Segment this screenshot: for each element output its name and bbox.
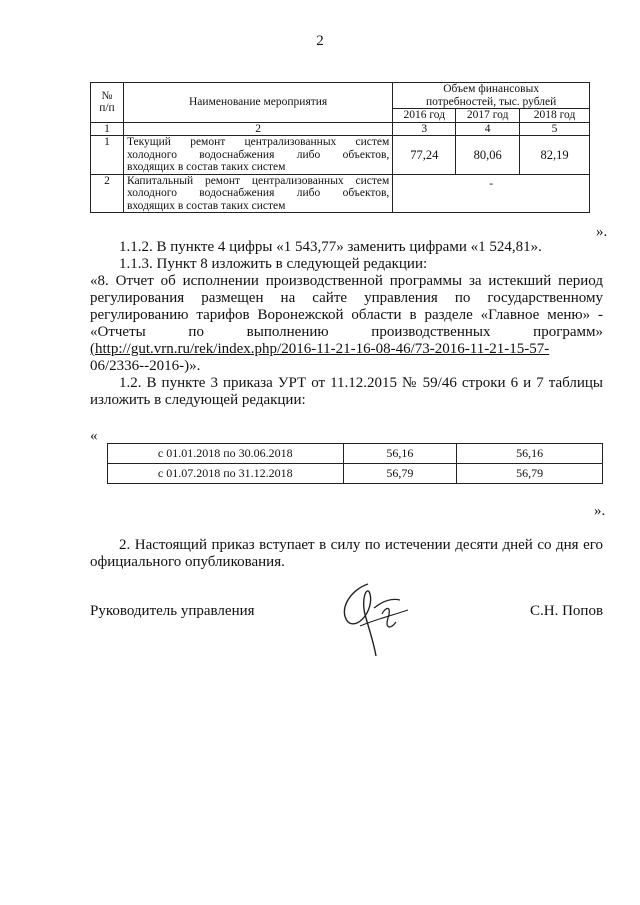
table-index-row [91,122,590,136]
financing-table [90,82,590,213]
paragraph-line: изложить в следующей редакции: [90,392,306,408]
value-cell: 56,79 [343,464,457,484]
paragraph-line: 1.2. В пункте 3 приказа УРТ от 11.12.2015 № 59/46 строки 6 и 7 таблицы [119,375,603,391]
header-year-2016: 2016 год [393,109,456,123]
row-name-line: входящих в состав таких систем [126,161,286,173]
closing-quote: ». [594,503,606,519]
quote-line: регулированию тарифов Воронежской области в разделе «Главное меню» - [90,307,603,323]
table-row [108,464,603,484]
row-name [123,136,392,175]
table-row [91,174,590,213]
paragraph-line: официального опубликования. [90,554,285,570]
paragraph-line: 2. Настоящий приказ вступает в силу по истечении десяти дней со дня его [119,537,603,553]
row-num: 1 [91,136,124,175]
paragraph-text: 1.1.3. Пункт 8 изложить в следующей редакции: [119,256,428,272]
table-row [108,444,603,464]
paragraph-2 [90,537,603,571]
value-cell: 56,79 [457,464,603,484]
quote-line: регулирования размещен на сайте управления по государственному [90,290,603,306]
url-link[interactable]: (http://gut.vrn.ru/rek/index.php/2016-11-21-16-08-46/73-2016-11-21-15-57- [90,341,550,357]
header-year-2017: 2017 год [456,109,520,123]
period-cell: с 01.07.2018 по 31.12.2018 [108,464,344,484]
row-name-line: холодного водоснабжения либо объектов, [126,148,390,161]
quote-line: 06/2336--2016-)». [90,358,201,374]
header-name: Наименование мероприятия [123,83,392,123]
period-cell: с 01.01.2018 по 30.06.2018 [108,444,344,464]
row-value-2017: 80,06 [456,136,520,175]
index-cell: 1 [91,122,124,136]
row-merged-value: - [393,174,590,213]
row-value-2016: 77,24 [393,136,456,175]
signer-name: С.Н. Попов [530,603,604,619]
row-name-line: Капитальный ремонт централизованных систем [126,174,390,187]
row-name-line: входящих в состав таких систем [126,199,286,212]
row-num: 2 [91,174,124,213]
header-volume: Объем финансовых потребностей, тыс. рублей [393,83,590,109]
paragraph-1-1-3 [90,256,603,273]
header-year-2018: 2018 год [520,109,590,123]
index-cell: 3 [393,122,456,136]
value-cell: 56,16 [343,444,457,464]
paragraph-1-2 [90,375,603,409]
table-row [91,136,590,175]
quoted-item-8 [90,273,603,375]
page-number: 2 [316,33,324,49]
quote-line: «Отчеты по выполнению производственных программ» [90,324,603,340]
signature-icon [330,570,420,660]
signer-role: Руководитель управления [90,603,255,619]
table-header-row [91,83,590,109]
index-cell: 2 [123,122,392,136]
row-value-2018: 82,19 [520,136,590,175]
closing-quote: ». [596,224,608,240]
paragraph-1-1-2 [90,239,603,256]
quote-line: «8. Отчет об исполнении производственной программы за истекший период [90,273,603,289]
index-cell: 4 [456,122,520,136]
tariff-table [107,443,603,484]
row-name [123,174,392,213]
row-name-line: Текущий ремонт централизованных систем [126,136,390,148]
header-num: № п/п [91,83,124,123]
index-cell: 5 [520,122,590,136]
row-name-line: холодного водоснабжения либо объектов, [126,187,390,199]
paragraph-text: 1.1.2. В пункте 4 цифры «1 543,77» заменить цифрами «1 524,81». [119,239,542,255]
open-quote: « [90,428,98,444]
value-cell: 56,16 [457,444,603,464]
